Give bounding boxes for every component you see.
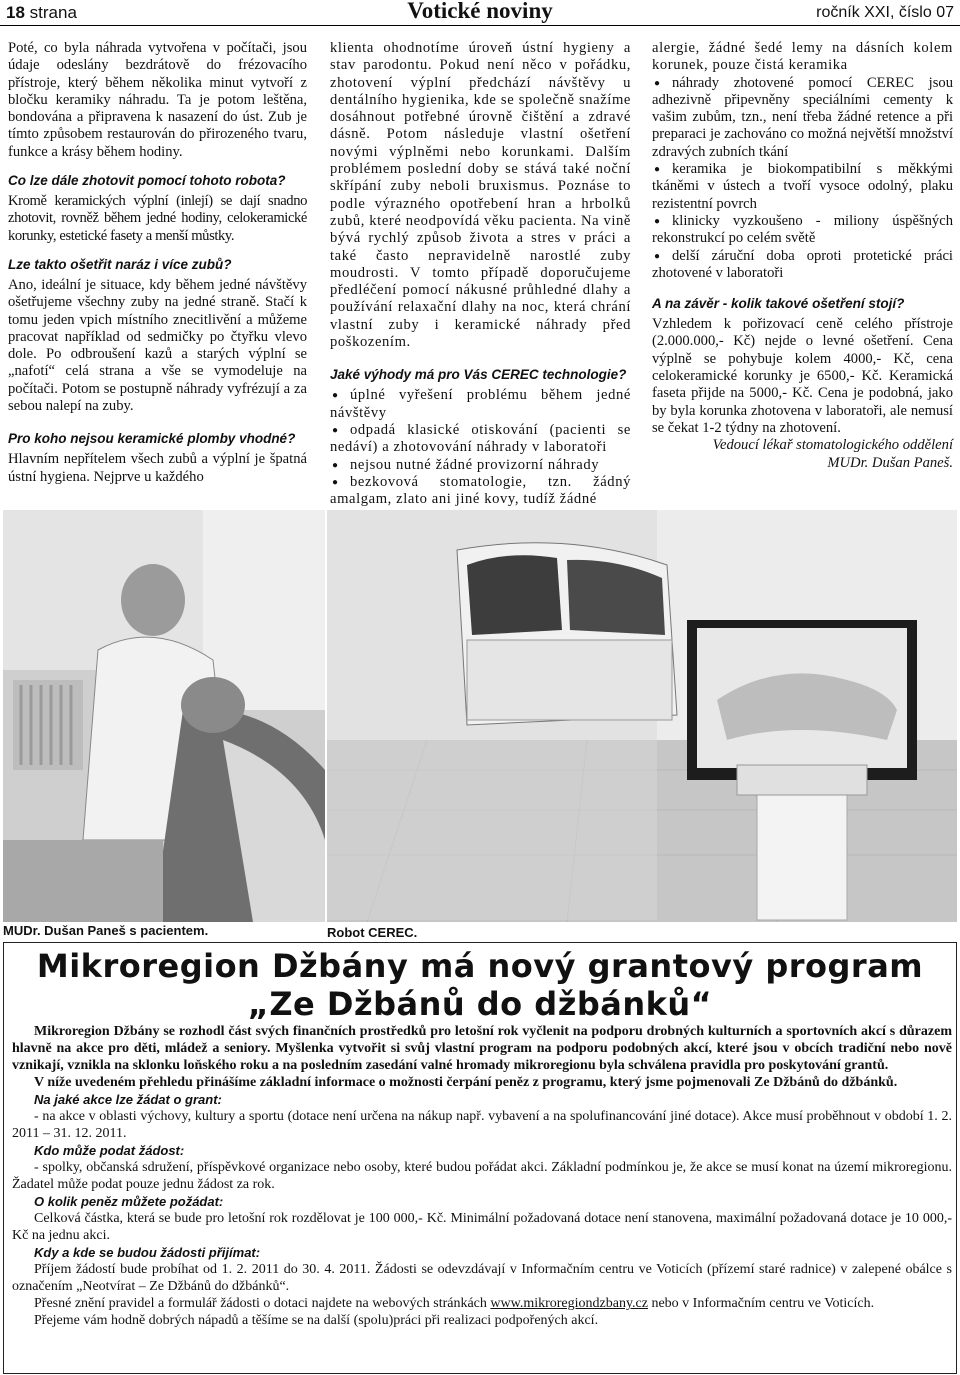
list-item: ● náhrady zhotovené pomocí CEREC jsou adhezivně připevněny speciálními cementy k vašim zubům, tzn., není třeba žádné retence a při preparaci je zachováno co možná největší množství zdravých zubních tkání [652,75,953,161]
paragraph: Ano, ideální je situace, kdy během jedné návštěvy ošetřujeme všechny zuby na jedné straně. Stačí k tomu jeden vpich místního znecitlivění a můžeme pracovat například od sedmičky po čtyřku vlevo dole. Po odbroušení kazů a starých výplní se „nafotí“ celá strana a vše se vymodeluje na počítači. Potom se postupně náhrady vyfrézují a za sebou nalepí na zuby. [8,276,307,415]
article-body [12,1023,952,1329]
article-headline-2: „Ze Džbánů do džbánků“ [247,985,713,1023]
paragraph: klienta ohodnotíme úroveň ústní hygieny a stav parodontu. Pokud není něco v pořádku, zhotovení výplní předchází návštěvy u dentálního hygienika, kde se společně snažíme dosáhnout potřebné úrovně čištění a zdravé dásně. Potom následuje vlastní ošetření novými výplněmi nebo korunkami. Dalším problémem poslední doby se stává také noční skřípání zuby neboli bruxismus. Poznáse to podle výrazného opotřebení hran a hrbolků zubů, které neodpovídá věku pacienta. Na vině bývá rychlý způsob života a stres v práci a také často nepravidelně narostlé zuby moudrosti. V tomto případě doporučujeme předléčení pomocí nákusné průhledné dlahy a používání relaxační dlahy na noc, která chrání vlastní zuby i keramické náhrady před poškozením. [330,40,631,351]
subheading: Lze takto ošetřit naráz i více zubů? [8,256,232,272]
list-item: ● úplné vyřešení problému během jedné návštěvy [330,387,631,422]
column-1 [8,40,307,486]
section-heading: O kolik peněz můžete požádat: [34,1194,224,1209]
photo-dentist-with-patient [3,510,325,922]
list-item: ● delší záruční doba oproti protetické práci zhotovené v laboratoři [652,248,953,283]
closing-text: Přejeme vám hodně dobrých nápadů a těšíme se na další (spolu)práci při realizaci podpořených akcí. [34,1313,599,1328]
subheading: Pro koho nejsou keramické plomby vhodné? [8,431,296,447]
header-rule [0,25,960,26]
section-heading: Kdy a kde se budou žádosti přijímat: [34,1245,261,1260]
signature-name: MUDr. Dušan Paneš. [827,454,953,471]
section-text: - spolky, občanská sdružení, příspěvkové organizace nebo osoby, které budou pořádat akci. Základní podmínkou je, že akce se musí konat na území mikroregionu. Žadatel může podat pouze jednu žádost za rok. [12,1160,952,1192]
paragraph: Poté, co byla náhrada vytvořena v počítači, jsou údaje odeslány bezdrátově do frézovacího přístroje, který během několika minut vytvoří z bločku keramiky náhradu. Ta je potom leštěna, bondována a připravena k nasazení do úst. Zub je tímto způsobem restaurován do přirozeného tvaru, funkce a krásy během hodiny. [8,40,307,160]
photo-caption-right: Robot CEREC. [327,925,418,940]
column-2 [330,40,631,508]
paragraph: Vzhledem k pořizovací ceně celého přístroje (2.000.000,- Kč) nejde o levné ošetření. Cena výplně se pohybuje kolem 4000,- Kč, cena celokeramické korunky je 6500,- Kč. Keramická faseta přijde na 5000,- Kč. Cena je podobná, jako by byla korunka zhotovena v laboratoři, ale nemusí se čekat 1-2 týdny na zhotovení. [652,316,953,436]
photo-cerec-robot [327,510,957,922]
website-link[interactable]: www.mikroregiondzbany.cz [490,1296,648,1311]
signature-line: Vedoucí lékař stomatologického oddělení [712,437,953,454]
article-box [3,942,957,1374]
advantages-list [330,387,631,508]
list-item: ● keramika je biokompatibilní s měkkými tkáněmi v ústech a tvoří vysoce odolný, plaku rezistentní povrch [652,161,953,213]
newspaper-title: Votické noviny [407,0,553,23]
issue-label: ročník XXI, číslo 07 [816,4,954,21]
column-3 [652,40,953,472]
paragraph: Kromě keramických výplní (inlejí) se dají snadno zhotovit, rovněž během jedné hodiny, celokeramické korunky, estetické fasety a menší můstky. [8,193,307,244]
section-heading: Kdo může podat žádost: [34,1143,185,1158]
list-item: ● klinicky vyzkoušeno - miliony úspěšných rekonstrukcí po celém světě [652,213,953,248]
article-headline: Mikroregion Džbány má nový grantový program [36,947,924,985]
list-item: ● nejsou nutné žádné provizorní náhrady [330,457,631,474]
section-text: Přesné znění pravidel a formulář žádosti o dotaci najdete na webových stránkách www.mikroregiondzbany.cz nebo v Informačním centru ve Voticích. [34,1296,875,1311]
article-lead: Mikroregion Džbány se rozhodl část svých finančních prostředků pro letošní rok vyčlenit na podporu drobných kulturních a sportovních akcí s důrazem hlavně na akce pro děti, mládež a seniory. Myšlenka vytvořit si svůj vlastní program na podporu podobných akcí, které jsou v obcích tradiční nebo nově vznikají, vznikla na sklonku loňského roku a na posledním zasedání valné hromady mikroregionu byla schválena pravidla pro poskytování grantů. [12,1024,952,1073]
subheading: A na závěr - kolik takové ošetření stojí? [652,296,905,312]
subheading: Jaké výhody má pro Vás CEREC technologie? [330,367,627,383]
paragraph: alergie, žádné šedé lemy na dásních kolem korunek, pouze čistá keramika [652,40,953,74]
subheading: Co lze dále zhotovit pomocí tohoto robota? [8,173,286,189]
page-number: 18 strana [6,3,77,22]
list-item: ● odpadá klasické otiskování (pacienti se nedáví) a zhotovování náhrady v laboratoři [330,422,631,457]
section-text: Celková částka, která se bude pro letošní rok rozdělovat je 100 000,- Kč. Minimální požadovaná dotace není stanovena, maximální požadovaná dotace je 10 000,- Kč na jednu akci. [12,1211,952,1243]
paragraph: Hlavním nepřítelem všech zubů a výplní je špatná ústní hygiena. Nejprve u každého [8,451,307,485]
article-lead-2: V níže uvedeném přehledu přinášíme základní informace o možnosti čerpání peněz z programu, který jsme pojmenovali Ze Džbánů do džbánků. [34,1075,898,1090]
section-heading: Na jaké akce lze žádat o grant: [34,1092,222,1107]
advantages-list-cont [652,75,953,283]
page-header [0,0,960,26]
section-text: Příjem žádostí bude probíhat od 1. 2. 2011 do 30. 4. 2011. Žádosti se odevzdávají v Informačním centru ve Voticích (přízemí staré radnice) v zalepené obálce s označením „Neotvírat – Ze Džbánů do džbánků“. [12,1262,952,1294]
list-item: ● bezkovová stomatologie, tzn. žádný amalgam, zlato ani jiné kovy, tudíž žádné [330,474,631,509]
photo-caption-left: MUDr. Dušan Paneš s pacientem. [3,923,209,938]
section-text: - na akce v oblasti výchovy, kultury a sportu (dotace není určena na nákup např. vybavení a na spolufinancování jiné dotace). Akce musí proběhnout v období 1. 2. 2011 – 31. 12. 2011. [12,1109,952,1141]
